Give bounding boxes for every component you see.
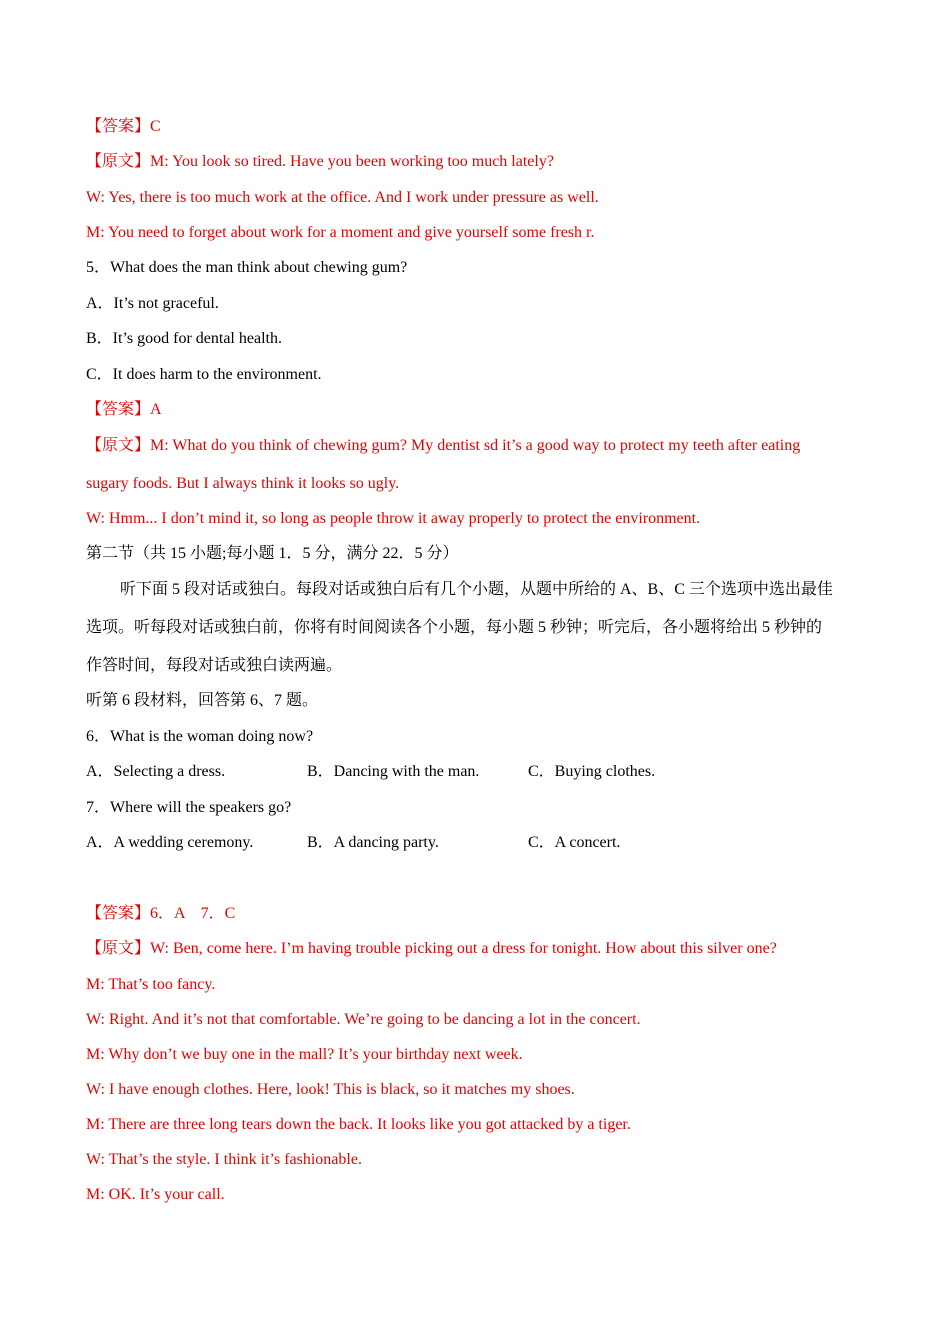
transcript-line: M: Why don’t we buy one in the mall? It’s your birthday next week. (86, 1046, 523, 1063)
transcript-line: W: Hmm... I don’t mind it, so long as people throw it away properly to protect the environment. (86, 510, 701, 527)
question-6: 6．What is the woman doing now? (86, 728, 314, 745)
option-b: B．A dancing party. (307, 834, 439, 851)
option-c: C．A concert. (528, 834, 621, 851)
transcript-line: sugary foods. But I always think it looks so ugly. (86, 475, 400, 492)
option-c: C．Buying clothes. (528, 763, 656, 780)
transcript-line: 【原文】M: You look so tired. Have you been working too much lately? (86, 153, 554, 170)
transcript-line: 【原文】W: Ben, come here. I’m having trouble picking out a dress for tonight. How about this silver one? (86, 940, 777, 957)
instruction-line: 听下面 5 段对话或独白。每段对话或独白后有几个小题，从题中所给的 A、B、C 三个选项中选出最佳 (120, 581, 833, 598)
option-b: B．It’s good for dental health. (86, 330, 282, 347)
instruction-line: 作答时间，每段对话或独白读两遍。 (86, 657, 343, 674)
transcript-line: W: Right. And it’s not that comfortable. We’re going to be dancing a lot in the concert. (86, 1011, 641, 1028)
option-a: A．It’s not graceful. (86, 295, 219, 312)
transcript-line: M: You need to forget about work for a moment and give yourself some fresh r. (86, 224, 595, 241)
option-b: B．Dancing with the man. (307, 763, 480, 780)
option-c: C．It does harm to the environment. (86, 366, 322, 383)
answer-line: 【答案】A (86, 401, 162, 418)
transcript-line: W: Yes, there is too much work at the office. And I work under pressure as well. (86, 189, 599, 206)
question-7: 7．Where will the speakers go? (86, 799, 292, 816)
option-a: A．A wedding ceremony. (86, 834, 254, 851)
section-heading: 第二节（共 15 小题;每小题 1．5 分，满分 22．5 分） (86, 545, 459, 562)
option-a: A．Selecting a dress. (86, 763, 226, 780)
transcript-line: 【原文】M: What do you think of chewing gum? My dentist sd it’s a good way to protect my teeth after eating (86, 437, 801, 454)
answer-line: 【答案】C (86, 118, 161, 135)
transcript-line: W: I have enough clothes. Here, look! This is black, so it matches my shoes. (86, 1081, 575, 1098)
instruction-line: 选项。听每段对话或独白前，你将有时间阅读各个小题，每小题 5 秒钟；听完后，各小题将给出 5 秒钟的 (86, 619, 823, 636)
transcript-line: W: That’s the style. I think it’s fashionable. (86, 1151, 362, 1168)
transcript-line: M: OK. It’s your call. (86, 1186, 225, 1203)
transcript-line: M: There are three long tears down the back. It looks like you got attacked by a tiger. (86, 1116, 631, 1133)
transcript-line: M: That’s too fancy. (86, 976, 216, 993)
material-intro: 听第 6 段材料，回答第 6、7 题。 (86, 692, 319, 709)
answer-line: 【答案】6．A 7．C (86, 905, 236, 922)
question-5: 5．What does the man think about chewing gum? (86, 259, 408, 276)
